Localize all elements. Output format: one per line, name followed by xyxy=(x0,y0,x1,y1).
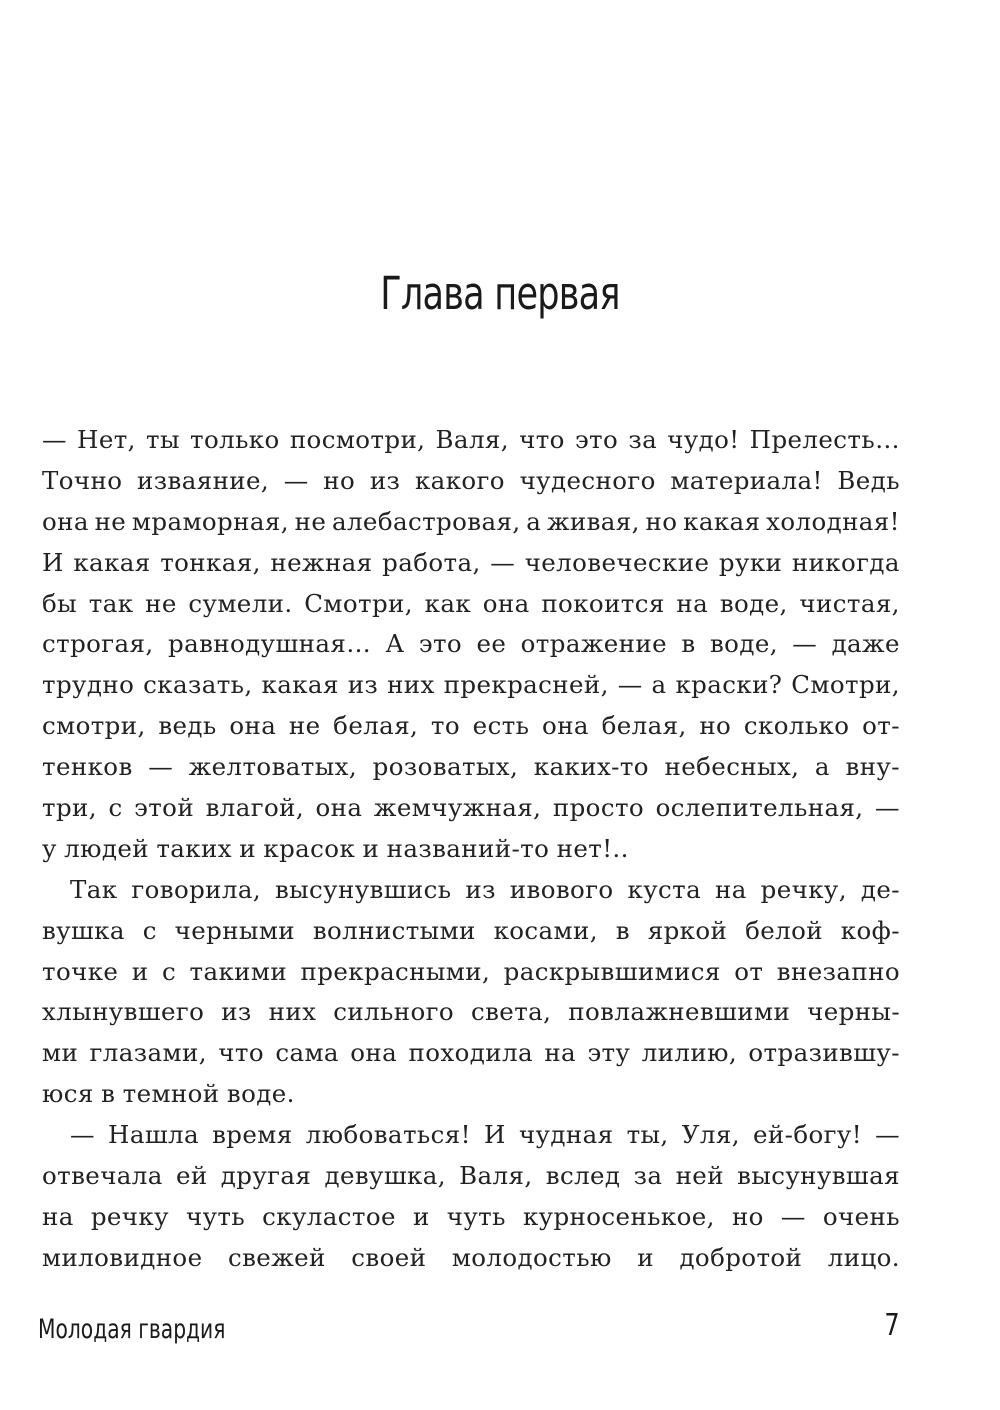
text-line: смотри, ведь она не белая, то есть она белая, но сколько от- xyxy=(42,711,900,741)
text-line: тенков — желтоватых, розоватых, каких-то небесных, а вну- xyxy=(42,752,900,782)
body-text xyxy=(42,420,900,1279)
text-line: Так говорила, высунувшись из ивового куста на речку, де- xyxy=(70,874,900,904)
text-line: на речку чуть скуластое и чуть курносенькое, но — очень xyxy=(42,1201,900,1231)
text-line: ми глазами, что сама она походила на эту лилию, отразившу- xyxy=(42,1038,900,1068)
text-line: — Нашла время любоваться! И чудная ты, Уля, ей-богу! — xyxy=(70,1120,900,1150)
text-line: юся в темной воде. xyxy=(42,1079,295,1109)
text-line: трудно сказать, какая из них прекрасней, — а краски? Смотри, xyxy=(42,670,900,700)
page-number: 7 xyxy=(884,1308,900,1343)
running-footer-title: Молодая гвардия xyxy=(38,1314,226,1345)
text-line: хлынувшего из них сильного света, повлажневшими черны- xyxy=(42,997,900,1027)
text-line: бы так не сумели. Смотри, как она покоится на воде, чистая, xyxy=(42,588,900,618)
text-line: три, с этой влагой, она жемчужная, просто ослепительная, — xyxy=(42,793,900,823)
text-line: Точно изваяние, — но из какого чудесного материала! Ведь xyxy=(42,465,900,495)
text-line: — Нет, ты только посмотри, Валя, что это за чудо! Прелесть… xyxy=(42,425,900,454)
text-line: она не мраморная, не алебастровая, а живая, но какая холодная! xyxy=(42,506,900,536)
text-line: И какая тонкая, нежная работа, — человеческие руки никогда xyxy=(42,547,900,577)
text-line: миловидное свежей своей молодостью и добротой лицо. xyxy=(42,1242,900,1272)
chapter-title: Глава первая xyxy=(380,267,620,320)
text-line: отвечала ей другая девушка, Валя, вслед за ней высунувшая xyxy=(42,1161,900,1191)
text-line: у людей таких и красок и названий-то нет!.. xyxy=(42,833,629,863)
text-line: точке и с такими прекрасными, раскрывшимися от внезапно xyxy=(42,956,900,986)
text-line: строгая, равнодушная… А это ее отражение в воде, — даже xyxy=(42,629,900,659)
text-line: вушка с черными волнистыми косами, в яркой белой коф- xyxy=(42,915,900,945)
